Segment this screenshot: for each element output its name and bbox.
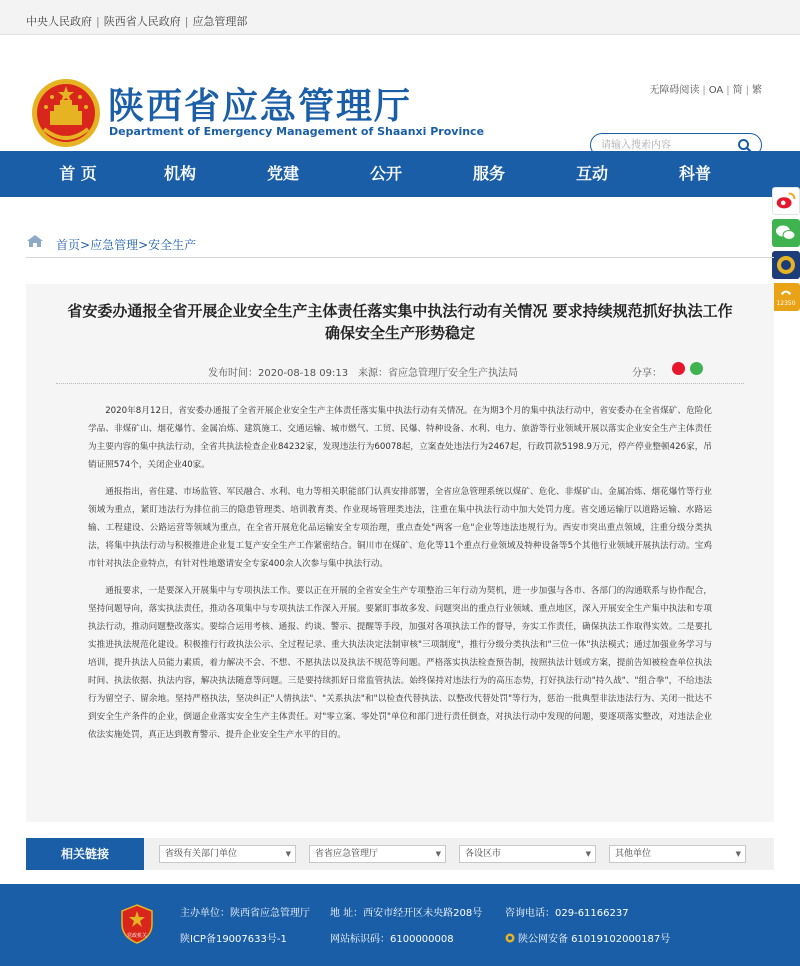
traditional-chinese-link[interactable]: 繁 xyxy=(752,85,762,96)
breadcrumb xyxy=(26,228,774,258)
share-label: 分享： xyxy=(632,368,662,379)
police-record-icon xyxy=(505,933,515,943)
select-value: 省级有关部门单位 xyxy=(165,849,238,859)
nav-interaction[interactable]: 互动 xyxy=(575,164,608,183)
select-value: 省省应急管理厅 xyxy=(315,849,379,859)
footer-sponsor: 主办单位：陕西省应急管理厅 xyxy=(180,908,310,919)
breadcrumb-home[interactable]: 首页 xyxy=(56,238,81,252)
main-nav xyxy=(0,151,800,197)
breadcrumb-emergency[interactable]: 应急管理 xyxy=(90,238,139,252)
separator: | xyxy=(726,85,730,96)
phone-icon xyxy=(779,287,793,296)
site-header xyxy=(0,35,800,151)
share-weibo-icon[interactable] xyxy=(672,362,685,375)
link-shaanxi-gov[interactable]: 陕西省人民政府 xyxy=(103,15,181,28)
quick-links xyxy=(649,81,762,96)
footer-police-record[interactable] xyxy=(505,930,670,945)
breadcrumb-separator: > xyxy=(80,238,91,252)
breadcrumb-separator: > xyxy=(138,238,149,252)
footer-site-id: 网站标识码：6100000008 xyxy=(330,934,454,945)
separator: | xyxy=(745,85,749,96)
police-button[interactable] xyxy=(772,251,800,279)
site-title-english: Department of Emergency Management of Shaanxi Province xyxy=(109,125,485,138)
weibo-icon xyxy=(773,188,799,214)
link-mem[interactable]: 应急管理部 xyxy=(192,15,248,28)
separator: | xyxy=(184,15,189,28)
police-badge-icon xyxy=(772,251,800,279)
nav-home[interactable]: 首 页 xyxy=(59,164,97,183)
related-links-label: 相关链接 xyxy=(26,838,144,870)
dropdown-arrow-icon: ▼ xyxy=(435,850,441,858)
select-other-units[interactable] xyxy=(609,845,746,863)
separator: | xyxy=(702,85,706,96)
simplified-chinese-link[interactable]: 简 xyxy=(732,85,743,96)
dropdown-arrow-icon: ▼ xyxy=(285,850,291,858)
weibo-button[interactable] xyxy=(772,187,800,215)
dropdown-arrow-icon: ▼ xyxy=(585,850,591,858)
share-wechat-icon[interactable] xyxy=(690,362,703,375)
hotline-button[interactable] xyxy=(772,283,800,311)
badge-caption: 党政机关 xyxy=(126,933,148,939)
article-body xyxy=(88,402,712,753)
police-record-text: 陕公网安备 61019102000187号 xyxy=(518,934,671,945)
nav-disclosure[interactable]: 公开 xyxy=(369,164,402,183)
national-emblem-icon xyxy=(30,77,102,149)
site-title[interactable]: 陕西省应急管理厅 xyxy=(108,86,413,127)
publish-time: 发布时间：2020-08-18 09:13 xyxy=(208,368,349,379)
hotline-number: 12350 xyxy=(776,300,796,307)
oa-link[interactable]: OA xyxy=(708,85,724,96)
wechat-icon xyxy=(772,219,800,247)
accessibility-link[interactable]: 无障碍阅读 xyxy=(649,85,700,96)
footer-icp[interactable]: 陕ICP备19007633号-1 xyxy=(180,934,287,945)
site-footer xyxy=(0,884,800,966)
wechat-button[interactable] xyxy=(772,219,800,247)
nav-services[interactable]: 服务 xyxy=(472,164,505,183)
select-value: 各设区市 xyxy=(465,849,502,859)
dropdown-arrow-icon: ▼ xyxy=(735,850,741,858)
select-value: 其他单位 xyxy=(615,849,652,859)
article-paragraph: 通报要求，一是要深入开展集中与专项执法工作。要以正在开展的全省安全生产专项整治三年行动为契机，进一步加强与各市、各部门的沟通联系与协作配合，坚持问题导向，落实执法责任，推动各项集中与专项执法工作深入开展。要紧盯事故多发、问题突出的重点行业领域、重点地区，深入开展安全生产集中执法和专项执法行动，推动问题整改落实。要综合运用考核、通报、约谈、警示、提醒等手段，加强对各项执法工作的督导，夯实工作责任，确保执法工作取得实效。二是要扎实推进执法规范化建设。积极推行行政执法公示、全过程记录、重大执法决定法制审核"三项制度"，推行分级分类执法和"三位一体"执法模式；通过加强业务学习与培训，提升执法人员能力素质，着力解决不会、不想、不愿执法以及执法不规范等问题。严格落实执法检查预告制，按照执法计划或方案，提前告知被检查单位执法时间、执法依据、执法内容，解决执法随意等问题。三是要持续抓好日常监管执法。始终保持对违法行为的高压态势，打好执法行动"持久战"、"组合拳"，不给违法行为留空子、留余地。坚持严格执法，坚决纠正"人情执法"、"关系执法"和"以检查代替执法、以整改代替处罚"等行为，惩治一批典型非法违法行为、关闭一批达不到安全生产条件的企业，倒逼企业落实安全生产主体责任。对"零立案、零处罚"单位和部门进行责任倒查，对执法行动中发现的问题，要逐项落实整改，对违法企业依法实施处罚，真正达到教育警示、提升企业安全生产水平的目的。 xyxy=(88,586,712,740)
select-emergency-depts[interactable] xyxy=(309,845,446,863)
party-government-badge-icon[interactable] xyxy=(120,904,154,944)
breadcrumb-safety[interactable]: 安全生产 xyxy=(148,238,197,252)
top-links-bar xyxy=(0,0,800,35)
article-paragraph: 2020年8月12日，省安委办通报了全省开展企业安全生产主体责任落实集中执法行动有关情况。在为期3个月的集中执法行动中，省安委办在全省煤矿、危险化学品、非煤矿山、烟花爆竹、金属冶炼、建筑施工、交通运输、城市燃气、工贸、民爆、特种设备、水利、电力、旅游等行业领域开展以落实企业安全生产主体责任为主要内容的集中执法行动，全省共执法检查企业84232家，发现违法行为60078起，立案查处违法行为2467起，行政罚款5198.9万元，停产停业整顿426家，吊销证照574个，关闭企业40家。 xyxy=(88,406,712,470)
footer-address: 地 址：西安市经开区未央路208号 xyxy=(330,908,483,919)
link-central-gov[interactable]: 中央人民政府 xyxy=(26,15,92,28)
article-paragraph: 通报指出，省住建、市场监管、军民融合、水利、电力等相关职能部门认真安排部署，全省应急管理系统以煤矿、危化、非煤矿山、金属冶炼、烟花爆竹等行业领域为重点，紧盯违法行为排位前三的隐患管理类、培训教育类、作业现场管理类违法，注重在集中执法行动中加大处罚力度。省交通运输厅以道路运输、水路运输、工程建设、公路运营等领域为重点，在全省开展危化品运输安全专项治理，重点查处"两客一危"企业等违法违规行为。西安市突出重点领域，注重分级分类执法，将集中执法行动与积极推进企业复工复产安全生产工作紧密结合。铜川市在煤矿、危化等11个重点行业领域及特种设备等5个其他行业领域开展执法行动。宝鸡市针对执法企业特点，有针对性地邀请安全专家400余人次参与集中执法行动。 xyxy=(88,487,712,569)
related-links-bar xyxy=(26,838,774,870)
nav-science[interactable]: 科普 xyxy=(678,164,711,183)
share-icons xyxy=(672,362,705,375)
article-meta xyxy=(56,362,744,384)
nav-party-building[interactable]: 党建 xyxy=(266,164,299,183)
footer-phone: 咨询电话：029-61166237 xyxy=(505,908,629,919)
nav-organization[interactable]: 机构 xyxy=(163,164,196,183)
select-cities[interactable] xyxy=(459,845,596,863)
article-panel xyxy=(26,284,774,822)
home-icon[interactable] xyxy=(26,234,44,248)
breadcrumb-trail xyxy=(56,236,196,253)
article-title: 省安委办通报全省开展企业安全生产主体责任落实集中执法行动有关情况 要求持续规范抓好执法工作 确保安全生产形势稳定 xyxy=(67,302,733,342)
article-source: 来源：省应急管理厅安全生产执法局 xyxy=(358,368,518,379)
separator: | xyxy=(96,15,100,28)
select-provincial-departments[interactable] xyxy=(159,845,296,863)
